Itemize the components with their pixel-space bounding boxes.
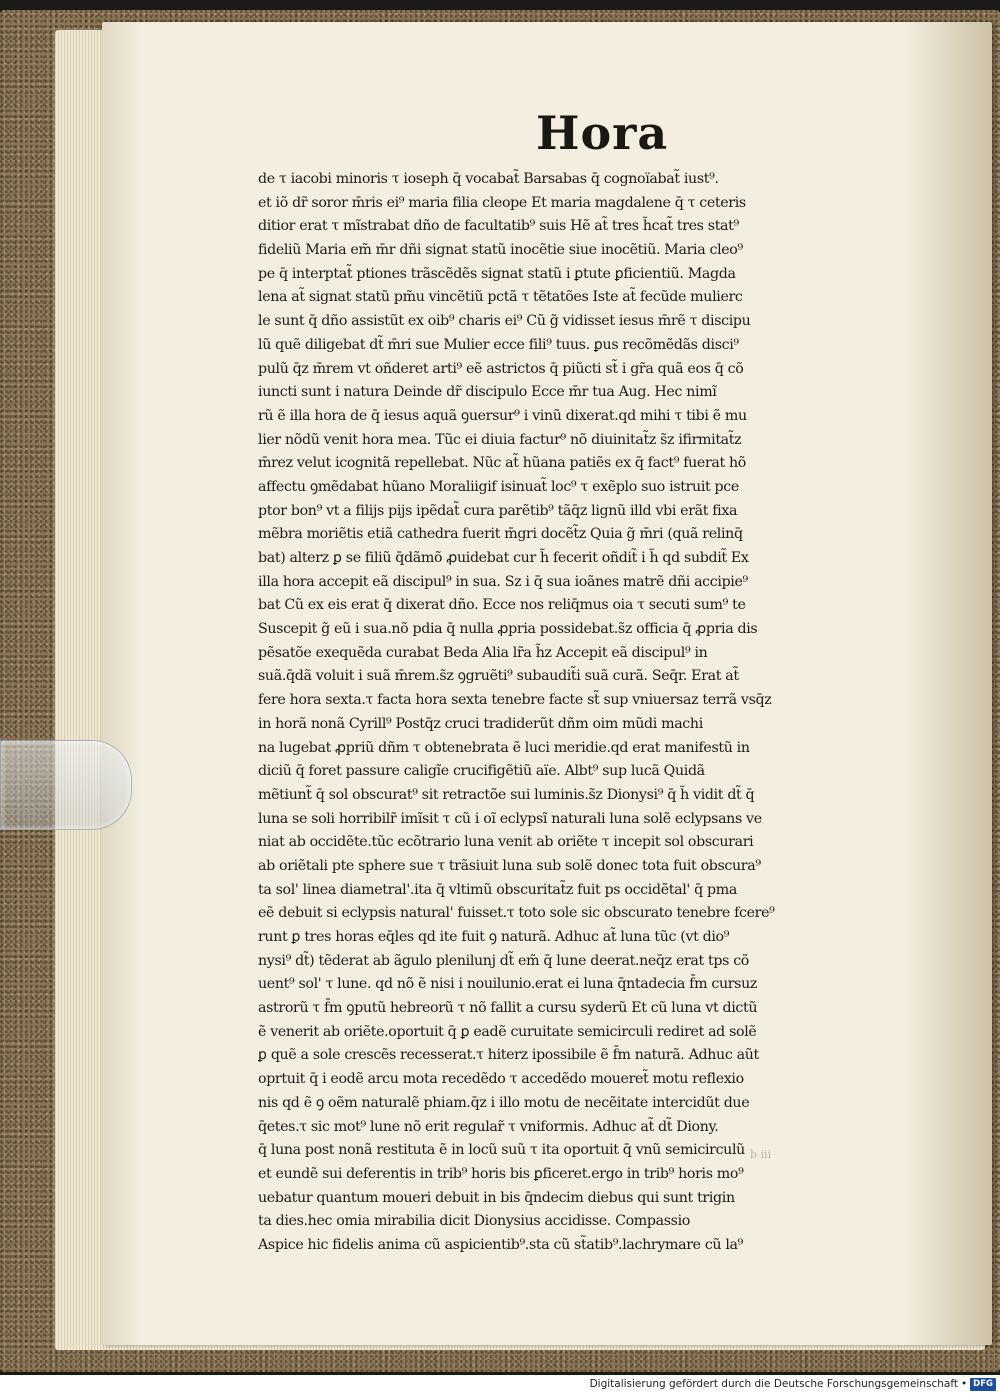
text-line: fideliũ Maria em̃ m̄r dñi signat statũ inocẽtie siue inocẽtiũ. Maria cleo⁹ [258,242,743,259]
text-line: et iõ dr̃ soror m̄ris ei⁹ maria filia cleope Et maria magdalene q̄ τ ceteris [258,194,746,211]
text-line: runt ꝑ tres horas eq̄les qd ite fuit ꝯ naturã. Adhuc at̃ luna tũc (vt dio⁹ [258,929,730,945]
text-line: niat ab occidẽte.tũc ecõtrario luna venit ab oriẽte τ incepit sol obscurari [258,834,754,851]
footer-credit: Digitalisierung gefördert durch die Deutsche Forschungsgemeinschaft [589,1378,958,1390]
text-line: diciũ q̄ foret passure caligĩe crucifigẽtiũ aïe. Albt⁹ sup lucã Quidã [258,763,705,780]
text-line: et eundẽ sui deferentis in trib⁹ horis bis ꝑficeret.ergo in trib⁹ horis mo⁹ [258,1165,744,1182]
text-line: fere hora sexta.τ facta hora sexta tenebre facte st̃ sup vniuersaz terrã vsq̄z [258,692,772,709]
text-line: m̄rez velut icognitã repellebat. Nũc at̃ hũana patiẽs ex q̄ fact⁹ fuerat hõ [258,455,747,472]
text-line: na lugebat ꝓpriũ dñm τ obtenebrata ẽ luci meridie.qd erat manifestũ in [258,739,750,756]
text-line: bat) alterz ꝑ se filiũ q̄dãmõ ꝓuidebat cur h̃ fecerit oñdit̃ i h̃ qd subdit̃ Ex [258,550,749,566]
text-line: pẽsatõe exequẽda curabat Beda Alia lr̃a h̃z Accepit eã discipul⁹ in [258,644,708,661]
text-line: illa hora accepit eã discipul⁹ in sua. Sz i q̄ sua ioãnes matrẽ dñi accipie⁹ [258,573,748,590]
text-line: uebatur quantum moueri debuit in bis q̄ndecim diebus qui sunt trigin [258,1189,735,1206]
text-line: ab oriẽtali pte sphere sue τ trãsiuit luna sub solẽ donec tota fuit obscura⁹ [258,857,761,874]
text-line: mẽbra moriẽtis etiã cathedra fuerit m̄gri docẽt̃z Quia g̃ m̄ri (quã relinq̄ [258,526,743,543]
text-line: lena at̃ signat statũ pm̃u vincẽtiũ pctã τ tẽtatões Iste at̃ fecũde mulierc [258,289,743,306]
text-line: le sunt q̄ dño assistũt ex oib⁹ charis ei⁹ Cũ g̃ vidisset iesus m̄rẽ τ discipu [258,313,751,330]
text-line: lũ quẽ diligebat dt̃ m̄ri sue Mulier ecce fili⁹ tuus. ꝑus recõmẽdãs disci⁹ [258,336,739,353]
dfg-logo-icon: DFG [970,1378,996,1391]
text-line: ẽ venerit ab oriẽte.oportuit q̄ ꝑ eadẽ curuitate semicirculi rediret ad solẽ [258,1023,757,1040]
text-line: q̄etes.τ sic mot⁹ lune nõ erit regular̃ τ vniformis. Adhuc at̃ dt̃ Diony. [258,1118,719,1135]
footer-credit-bar [590,1376,996,1392]
text-line: ptor bon⁹ vt a filijs pijs ipẽdat̃ cura parẽtib⁹ tãq̄z lignũ illd vbi erãt fixa [258,502,738,519]
text-line: eẽ debuit si eclypsis natural' fuisset.τ toto sole sic obscurato tenebre fcere⁹ [258,905,775,922]
text-line: suã.q̄dã voluit i suã m̄rem.s̃z ꝯgruẽti⁹ subaudit̃i suã curã. Seq̄r. Erat at̃ [258,668,739,685]
text-line: q̄ luna post nonã restituta ẽ in locũ suũ τ ita oportuit q̄ vnũ semicirculũ [258,1142,745,1159]
text-line: pulũ q̄z m̄rem vt oñderet arti⁹ eẽ astrictos q̄ piũcti st̃ i gr̃a quã eos q̄ cõ [258,360,744,377]
text-line: bat Cũ ex eis erat q̄ dixerat dño. Ecce nos reliq̄mus oia τ secuti sum⁹ te [258,597,746,614]
text-line: iuncti sunt i natura Deinde dr̃ discipulo Ecce m̄r tua Aug. Hec nimĩ [258,384,717,401]
text-line: ditior erat τ mĩstrabat dño de facultatib⁹ suis Hẽ at̃ tres h̃cat̃ tres stat⁹ [258,218,739,235]
text-line: lier nõdũ venit hora mea. Tũc ei diuia factur⁹ nõ diuinitat̃z s̃z ifirmitat̃z [258,431,742,448]
page-clip [0,740,132,830]
text-line: ta dies.hec omia mirabilia dicit Dionysius accidisse. Compassio [258,1213,690,1230]
signature-mark: b iii [750,1148,772,1161]
text-line: Aspice hic fidelis anima cũ aspicientib⁹.sta cũ st̃atib⁹.lachrymare cũ la⁹ [258,1236,744,1253]
text-line: rũ ẽ illa hora de q̄ iesus aquã ꝯuersur⁹ i vinũ dixerat.qd mihi τ tibi ẽ mu [258,407,747,424]
text-line: uent⁹ sol' τ lune. qd nõ ẽ nisi i nouilunio.erat ei luna q̄ntadecia f̄m cursuz [258,976,758,993]
text-line: de τ iacobi minoris τ ioseph q̄ vocabat̃ Barsabas q̄ cognoïabat̃ iust⁹. [258,171,719,187]
text-line: oprtuit q̄ i eodẽ arcu mota recedẽdo τ accedẽdo moueret̃ motu reflexio [258,1071,744,1088]
text-line: pe q̄ interptat̃ ptiones trãscẽdẽs signat statũ i ꝑtute ꝑficientiũ. Magda [258,265,736,282]
text-line: ꝑ quẽ a sole crescẽs recesserat.τ hiterz ipossibile ẽ f̄m naturã. Adhuc aũt [258,1047,759,1064]
text-line: nis qd ẽ ꝯ oẽm naturalẽ phiam.q̄z i illo motu de necẽitate intercidũt due [258,1094,750,1111]
text-line: nysi⁹ dt̃) tẽderat ab ãgulo plenilunj dt̃ em̃ q̄ lune deerat.neq̄z erat tps cõ [258,952,749,969]
text-line: luna se soli horribilr̃ imĩsit τ cũ i oĩ eclypsĩ naturali luna solẽ eclypsans ve [258,810,762,827]
text-line: Suscepit g̃ eũ i sua.nõ pdia q̄ nulla ꝓpria possidebat.s̃z officia q̄ ꝓpria dis [258,621,758,638]
footer-separator: • [960,1378,968,1390]
text-block [258,168,870,1258]
text-line: in horã nonã Cyrill⁹ Postq̄z cruci tradiderũt dñm oim mũdi machi [258,715,703,732]
text-line: affectu ꝯmẽdabat hũano Moraliigif isinuat̃ loc⁹ τ exẽplo suo istruit pce [258,478,739,495]
page-heading: Hora [536,106,669,160]
text-line: ta sol' linea diametral'.ita q̄ vltimũ obscuritat̃z fuit ps occidẽtal' q̄ pma [258,881,737,898]
text-line: mẽtiunt̃ q̄ sol obscurat⁹ sit retractõe sui luminis.s̃z Dionysi⁹ q̄ h̃ vidit dt̃ q̄ [258,786,755,803]
text-line: astrorũ τ f̄m ꝯputũ hebreorũ τ nõ fallit a cursu syderũ Et cũ luna vt dictũ [258,1000,758,1017]
